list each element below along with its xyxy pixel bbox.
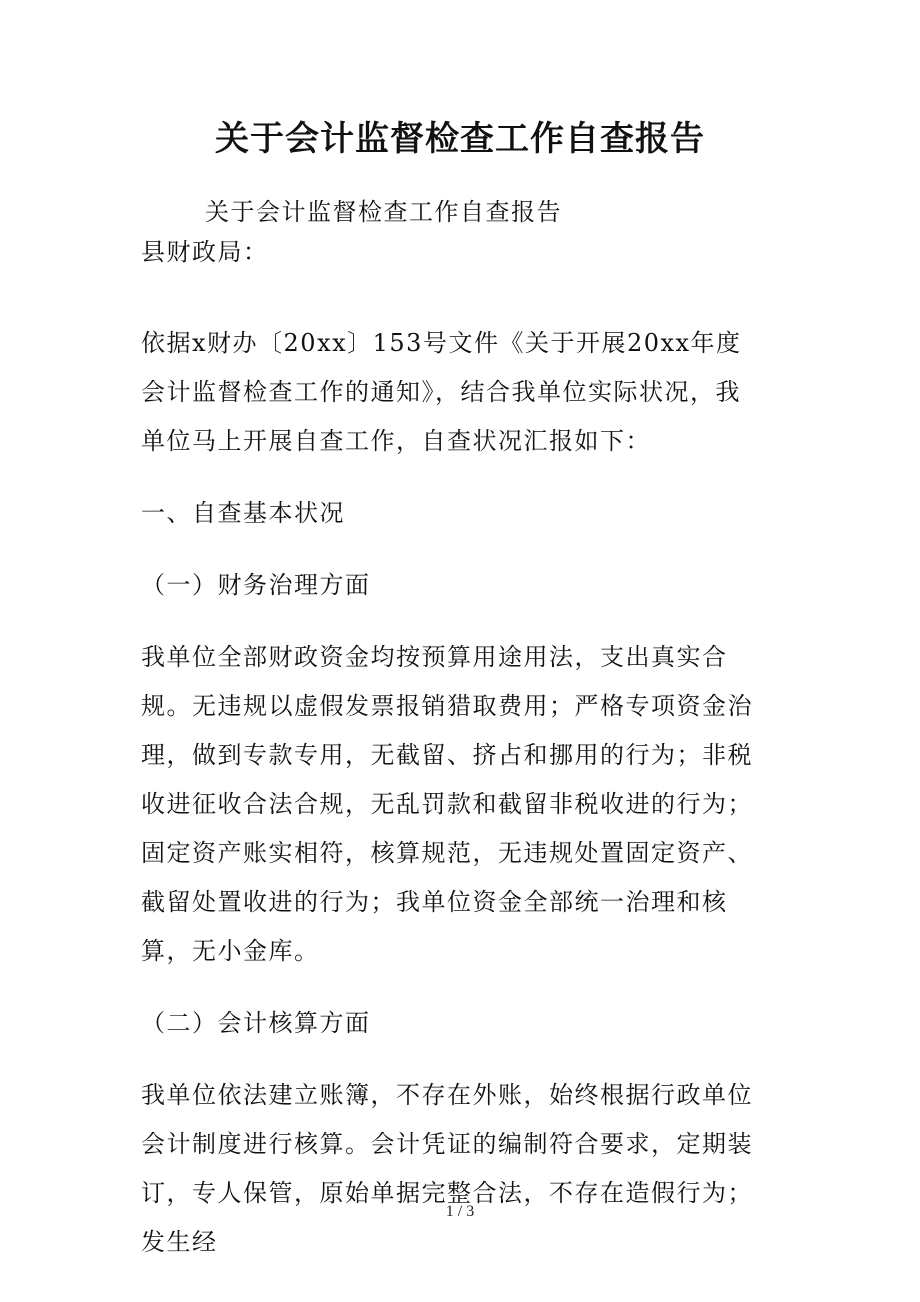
section-heading-1: 一、自查基本状况 (141, 499, 345, 527)
accounting-paragraph: 我单位依法建立账簿，不存在外账，始终根据行政单位会计制度进行核算。会计凭证的编制符合要求，定期装订，专人保管，原始单据完整合法，不存在造假行为；发生经 (141, 1081, 753, 1256)
subsection-heading-1: （一）财务治理方面 (141, 571, 371, 599)
document-body (141, 192, 761, 1290)
financial-management-paragraph: 我单位全部财政资金均按预算用途用法，支出真实合规。无违规以虚假发票报销猎取费用；严格专项资金治理，做到专款专用，无截留、挤占和挪用的行为；非税收进征收合法合规，无乱罚款和截留非税收进的行为；固定资产账实相符，核算规范，无违规处置固定资产、截留处置收进的行为；我单位资金全部统一治理和核算，无小金库。 (141, 643, 753, 965)
addressee-line: 县财政局： (141, 238, 269, 266)
document-subtitle: 关于会计监督检查工作自查报告 (205, 198, 562, 226)
subsection-heading-2: （二）会计核算方面 (141, 1009, 371, 1037)
page-number: 1 / 3 (445, 1203, 475, 1220)
intro-paragraph: 依据x财办〔20xx〕153号文件《关于开展20xx年度会计监督检查工作的通知》，结合我单位实际状况，我单位马上开展自查工作，自查状况汇报如下： (141, 329, 742, 455)
document-title: 关于会计监督检查工作自查报告 (215, 119, 705, 159)
